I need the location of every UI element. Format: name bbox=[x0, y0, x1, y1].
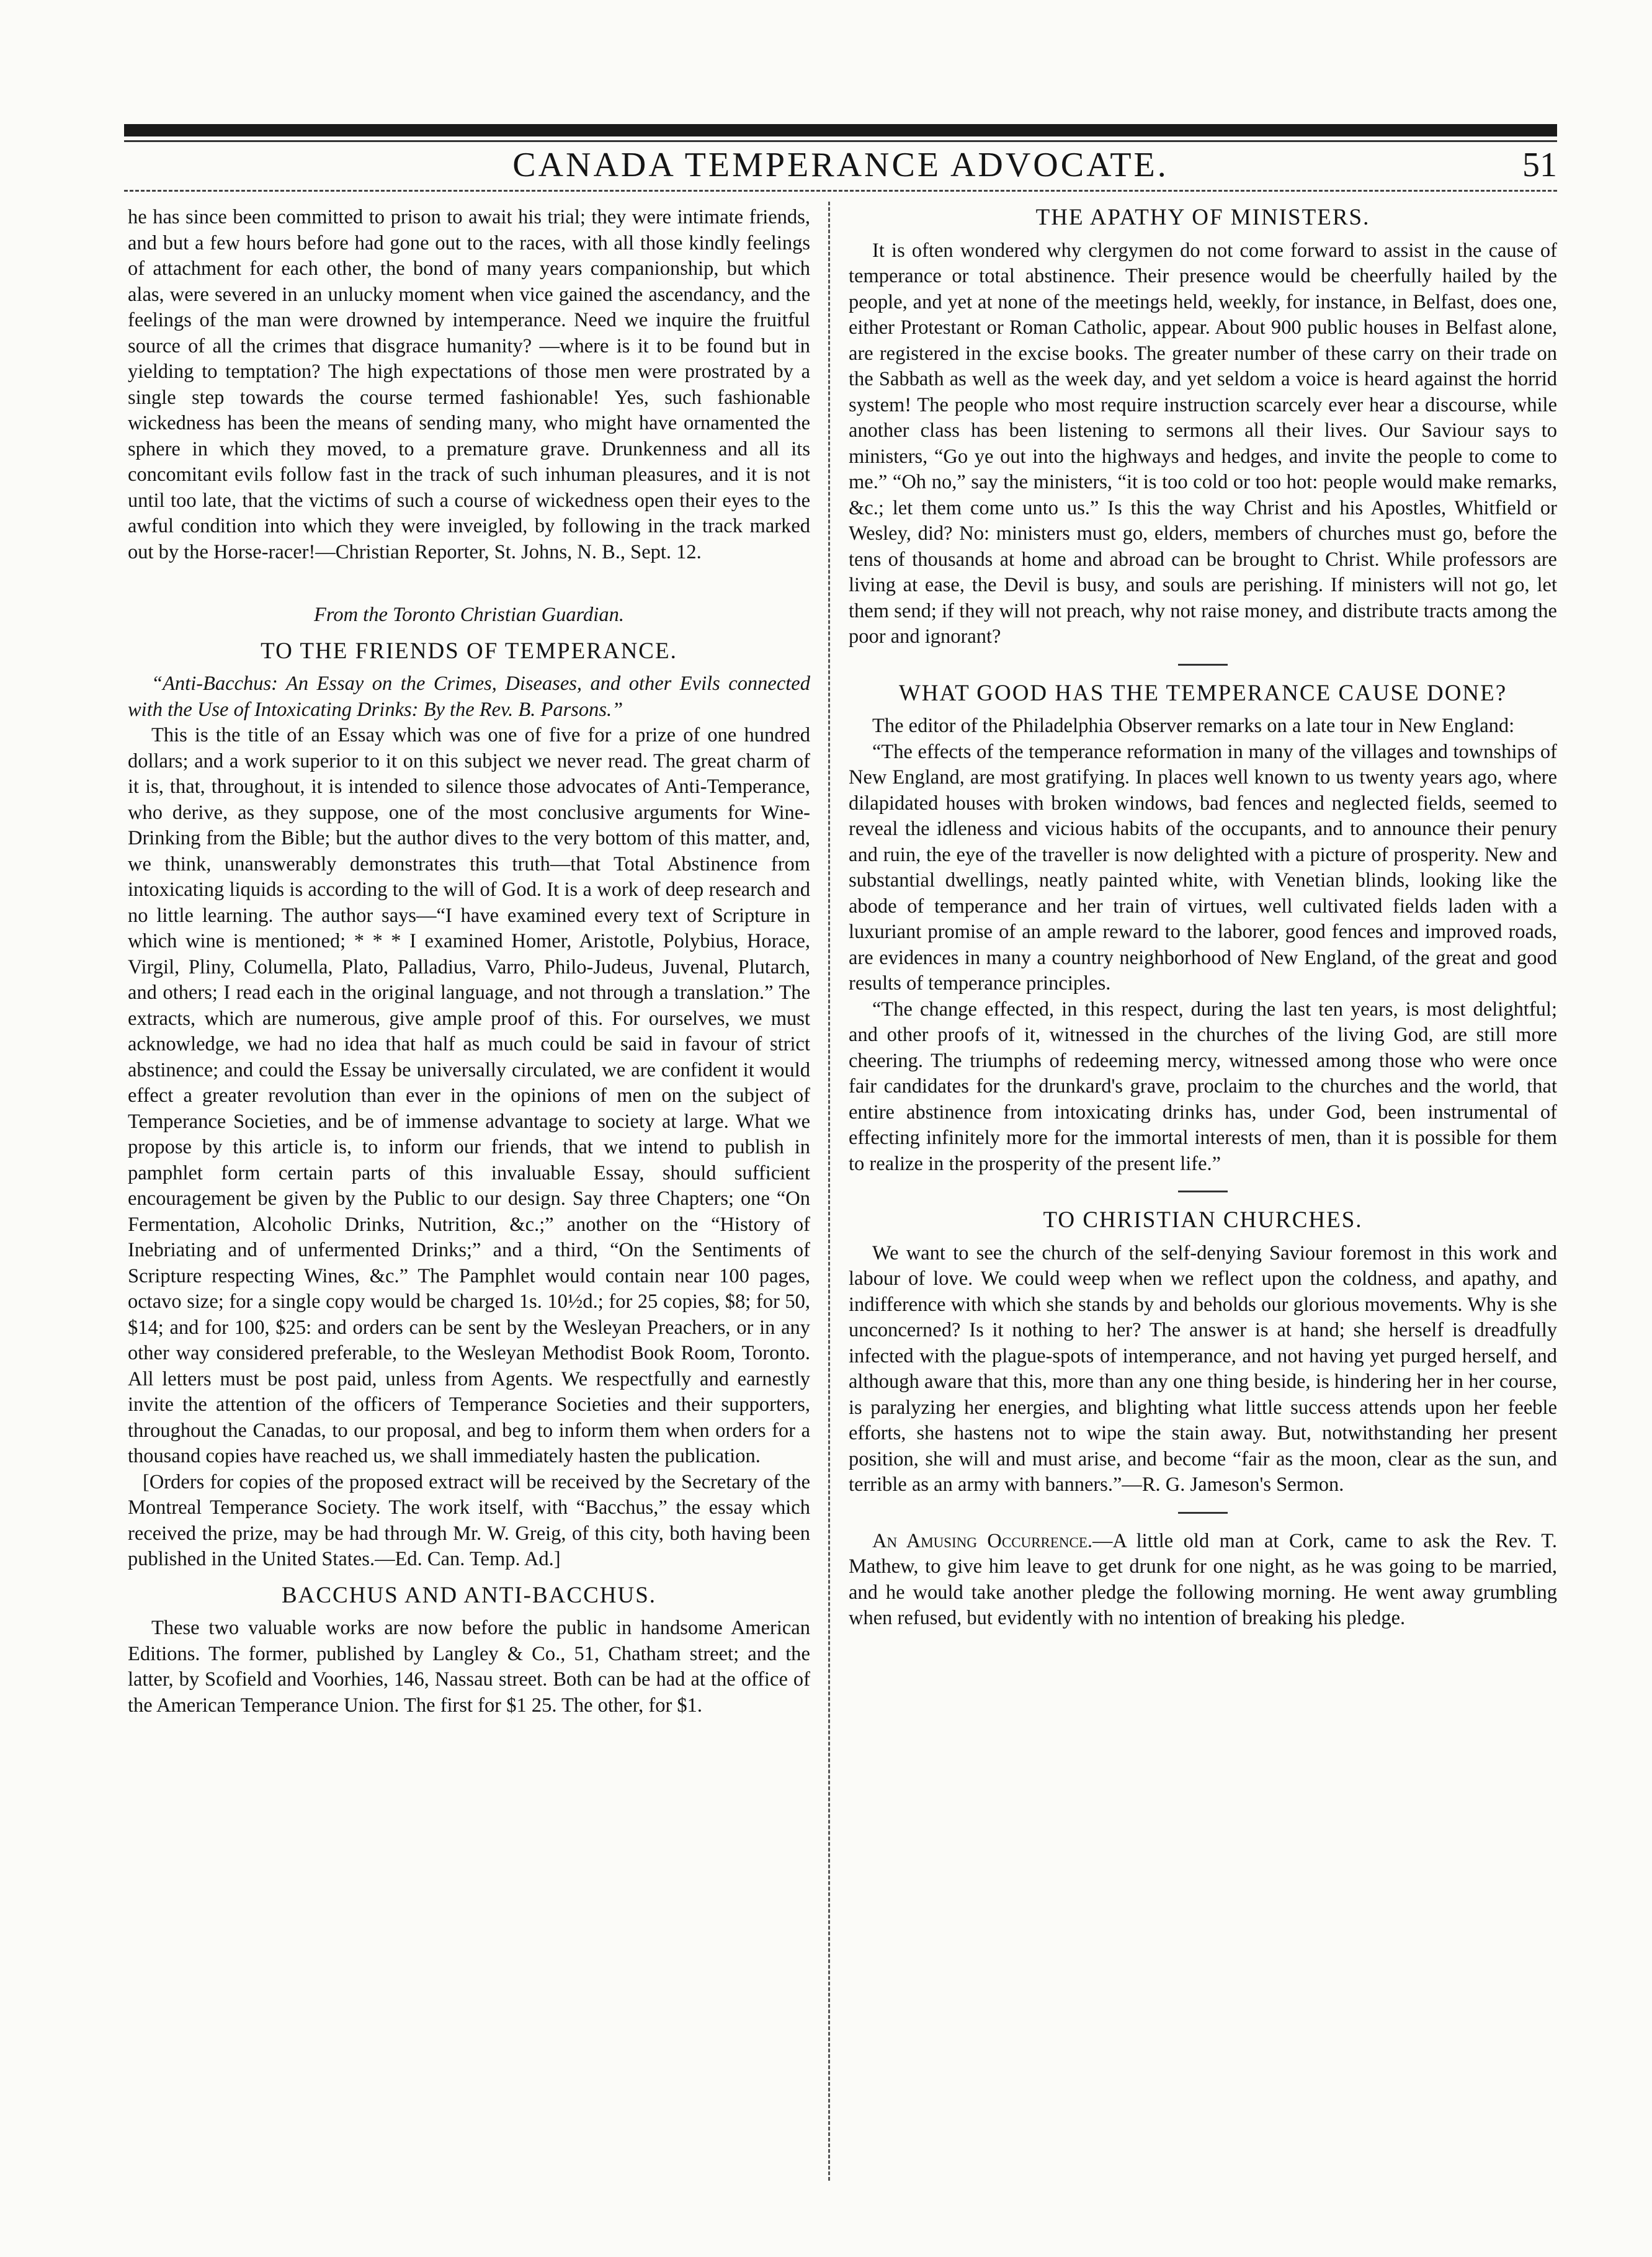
section-separator bbox=[1178, 1512, 1228, 1514]
column-divider bbox=[828, 202, 830, 2181]
heading-friends-of-temperance: TO THE FRIENDS OF TEMPERANCE. bbox=[261, 638, 677, 664]
heading-bacchus: BACCHUS AND ANTI-BACCHUS. bbox=[281, 1582, 657, 1608]
section-separator bbox=[1178, 1191, 1228, 1192]
heading-christian-churches: TO CHRISTIAN CHURCHES. bbox=[1043, 1207, 1363, 1233]
masthead-underline bbox=[124, 190, 1557, 192]
section-separator bbox=[1178, 664, 1228, 666]
good-quote-2: “The change effected, in this respect, during the last ten years, is most delightful; and other proofs of it, witnessed in the churches of the living God, are still more cheering. The triumphs of redeeming mercy, witnessed among those who were once fair candidates for the drunkard's grave, proclaim to the churches and the world, that entire abstinence from intoxicating drinks has, under God, been instrumental of effecting infinitely more for the immortal interests of men, than it is possible for them to realize in the prosperity of the present life.” bbox=[849, 998, 1557, 1175]
apathy-body: It is often wondered why clergymen do not come forward to assist in the cause of temperance or total abstinence. Their presence would be cheerfully hailed by the people, and yet at none of the meetings held, weekly, for instance, in Belfast, does one, either Protestant or Roman Catholic, appear. About 900 public houses in Belfast alone, are registered in the excise books. The greater number of these carry on their trade on the Sabbath as well as the week day, and yet seldom a voice is heard against the horrid system! The people who most require instruction scarcely ever hear a discourse, while another class has been listening to sermons all their lives. Our Saviour says to ministers, “Go ye out into the highways and hedges, and invite the people to come to me.” “Oh no,” say the ministers, “it is too cold or too hot: people would make remarks, &c.; let them come unto us.” Is this the way Christ and his Apostles, Whitfield or Wesley, did? No: ministers must go, elders, members of churches must go, before the tens of thousands at home and abroad can be brought to Christ. While professors are living at ease, the Devil is busy, and souls are perishing. If ministers will not go, let them send; if they will not preach, why not raise money, and distribute tracts among the poor and ignorant? bbox=[849, 239, 1557, 648]
bacchus-body: These two valuable works are now before the public in handsome American Editions. The former, published by Langley & Co., 51, Chatham street; and the latter, by Scofield and Voorhies, 146, Nassau street. Both can be had at the office of the American Temperance Union. The first for $1 25. The other, for $1. bbox=[128, 1617, 810, 1717]
friends-editor-note: [Orders for copies of the proposed extract will be received by the Secretary of the Montreal Temperance Society. The work itself, with “Bacchus,” the essay which received the prize, may be had through Mr. W. Greig, of this city, both having been published in the United States.—Ed. Can. Temp. Ad.] bbox=[128, 1470, 810, 1570]
good-intro: The editor of the Philadelphia Observer remarks on a late tour in New England: bbox=[872, 715, 1515, 737]
heading-what-good: WHAT GOOD HAS THE TEMPERANCE CAUSE DONE? bbox=[898, 680, 1507, 706]
continuation-paragraph: he has since been committed to prison to await his trial; they were intimate friends, and but a few hours before had gone out to the races, with all those kindly feelings of attachment for each other, the bond of many years companionship, but which alas, were severed in an unlucky moment when vice gained the ascendancy, and the feelings of the man were drowned by intemperance. Need we inquire the fruitful source of all the crimes that disgrace humanity? —where is it to be found but in yielding to temptation? The high expectations of those men were prostrated by a single step towards the course termed fashionable! Yes, such fashionable wickedness has been the means of sending many, who might have ornamented the sphere in which they moved, to a premature grave. Drunkenness and all its concomitant evils follow fast in the track of such inhuman pleasures, and it is not until too late, that the victims of such a course of wickedness open their eyes to the awful condition into which they were inveigled, by following in the track marked out by the Horse-racer!—Christian Reporter, St. Johns, N. B., Sept. 12. bbox=[128, 206, 810, 563]
top-thick-rule bbox=[124, 124, 1557, 136]
right-column bbox=[849, 205, 1557, 2227]
masthead bbox=[124, 141, 1557, 191]
masthead-title: CANADA TEMPERANCE ADVOCATE. bbox=[512, 146, 1169, 184]
friends-body: This is the title of an Essay which was one of five for a prize of one hundred dollars; and a work superior to it on this subject we never read. The great charm of it is, that, throughout, it is intended to silence those advocates of Anti-Temperance, who derive, as they suppose, one of the most conclusive arguments for Wine-Drinking from the Bible; but the author dives to the very bottom of this matter, and, we think, unanswerably demonstrates this truth—that Total Abstinence from intoxicating liquids is according to the will of God. It is a work of deep research and no little learning. The author says—“I have examined every text of Scripture in which wine is mentioned; * * * I examined Homer, Aristotle, Polybius, Horace, Virgil, Pliny, Columella, Plato, Palladius, Varro, Philo-Judeus, Juvenal, Plutarch, and others; I read each in the original language, and not through a translation.” The extracts, which are numerous, give ample proof of this. For ourselves, we must acknowledge, we had no idea that half as much could be said in favour of strict abstinence; and could the Essay be universally circulated, we are confident it would effect a greater revolution than ever in the opinions of men on the subject of Temperance Societies, and be of immense advantage to society at large. What we propose by this article is, to inform our friends, that we intend to publish in pamphlet form certain parts of this invaluable Essay, should sufficient encouragement be given by the Public to our design. Say three Chapters; one “On Fermentation, Alcoholic Drinks, Nutrition, &c.;” another on the “History of Inebriating and of unfermented Drinks;” and a third, “On the Sentiments of Scripture respecting Wines, &c.” The Pamphlet would contain near 100 pages, octavo size; for a single copy would be charged 1s. 10½d.; for 25 copies, $8; for 50, $14; and for 100, $25: and orders can be sent by the Wesleyan Preachers, or in any other way considered preferable, to the Wesleyan Methodist Book Room, Toronto. All letters must be post paid, unless from Agents. We respectfully and earnestly invite the attention of the officers of Temperance Societies and their supporters, throughout the Canadas, to our proposal, and beg to inform them when orders for a thousand copies have reached us, we shall immediately hasten the publication. bbox=[128, 724, 810, 1467]
amusing-lead: An Amusing Occurrence. bbox=[872, 1529, 1093, 1552]
heading-apathy-of-ministers: THE APATHY OF MINISTERS. bbox=[1035, 205, 1370, 230]
source-line: From the Toronto Christian Guardian. bbox=[314, 604, 624, 626]
page-number: 51 bbox=[1522, 146, 1557, 184]
amusing-occurrence-paragraph bbox=[849, 1529, 1557, 1632]
amusing-body: —A little old man at Cork, came to ask the Rev. T. Mathew, to give him leave to get drunk for one night, as he was going to be married, and he would take another pledge the following morning. He went away grumbling when refused, but evidently with no intention of breaking his pledge. bbox=[849, 1529, 1557, 1629]
churches-body: We want to see the church of the self-denying Saviour foremost in this work and labour of love. We could weep when we reflect upon the coldness, and apathy, and indifference with which she stands by and beholds our glorious movements. Why is she unconcerned? Is it nothing to her? The answer is at hand; she herself is dreadfully infected with the plague-spots of intemperance, and not having yet purged herself, and although aware that this, more than any one thing beside, is hindering her in her course, is paralyzing her energies, and blighting what little success attends upon her feeble efforts, she hastens not to wipe the stain away. But, notwithstanding her present position, she will and must arise, and become “fair as the moon, clear as the sun, and terrible as an army with banners.”—R. G. Jameson's Sermon. bbox=[849, 1241, 1557, 1496]
left-column bbox=[128, 205, 810, 2227]
essay-title: “Anti-Bacchus: An Essay on the Crimes, Diseases, and other Evils connected with the Use of Intoxicating Drinks: By the Rev. B. Parsons.” bbox=[128, 673, 810, 721]
good-quote-1: “The effects of the temperance reformation in many of the villages and townships of New England, are most gratifying. In places well known to us twenty years ago, where dilapidated houses with broken windows, bad fences and neglected fields, seemed to reveal the idleness and vicious habits of the occupants, and to announce their penury and ruin, the eye of the traveller is now delighted with a picture of prosperity. New and substantial dwellings, neatly painted white, with Venetian blinds, looking like the abode of temperance and her train of virtues, well cultivated fields laden with a luxuriant promise of an ample reward to the laborer, good fences and improved roads, are evidences in many a country neighborhood of New England, of the great and good results of temperance principles. bbox=[849, 740, 1557, 994]
